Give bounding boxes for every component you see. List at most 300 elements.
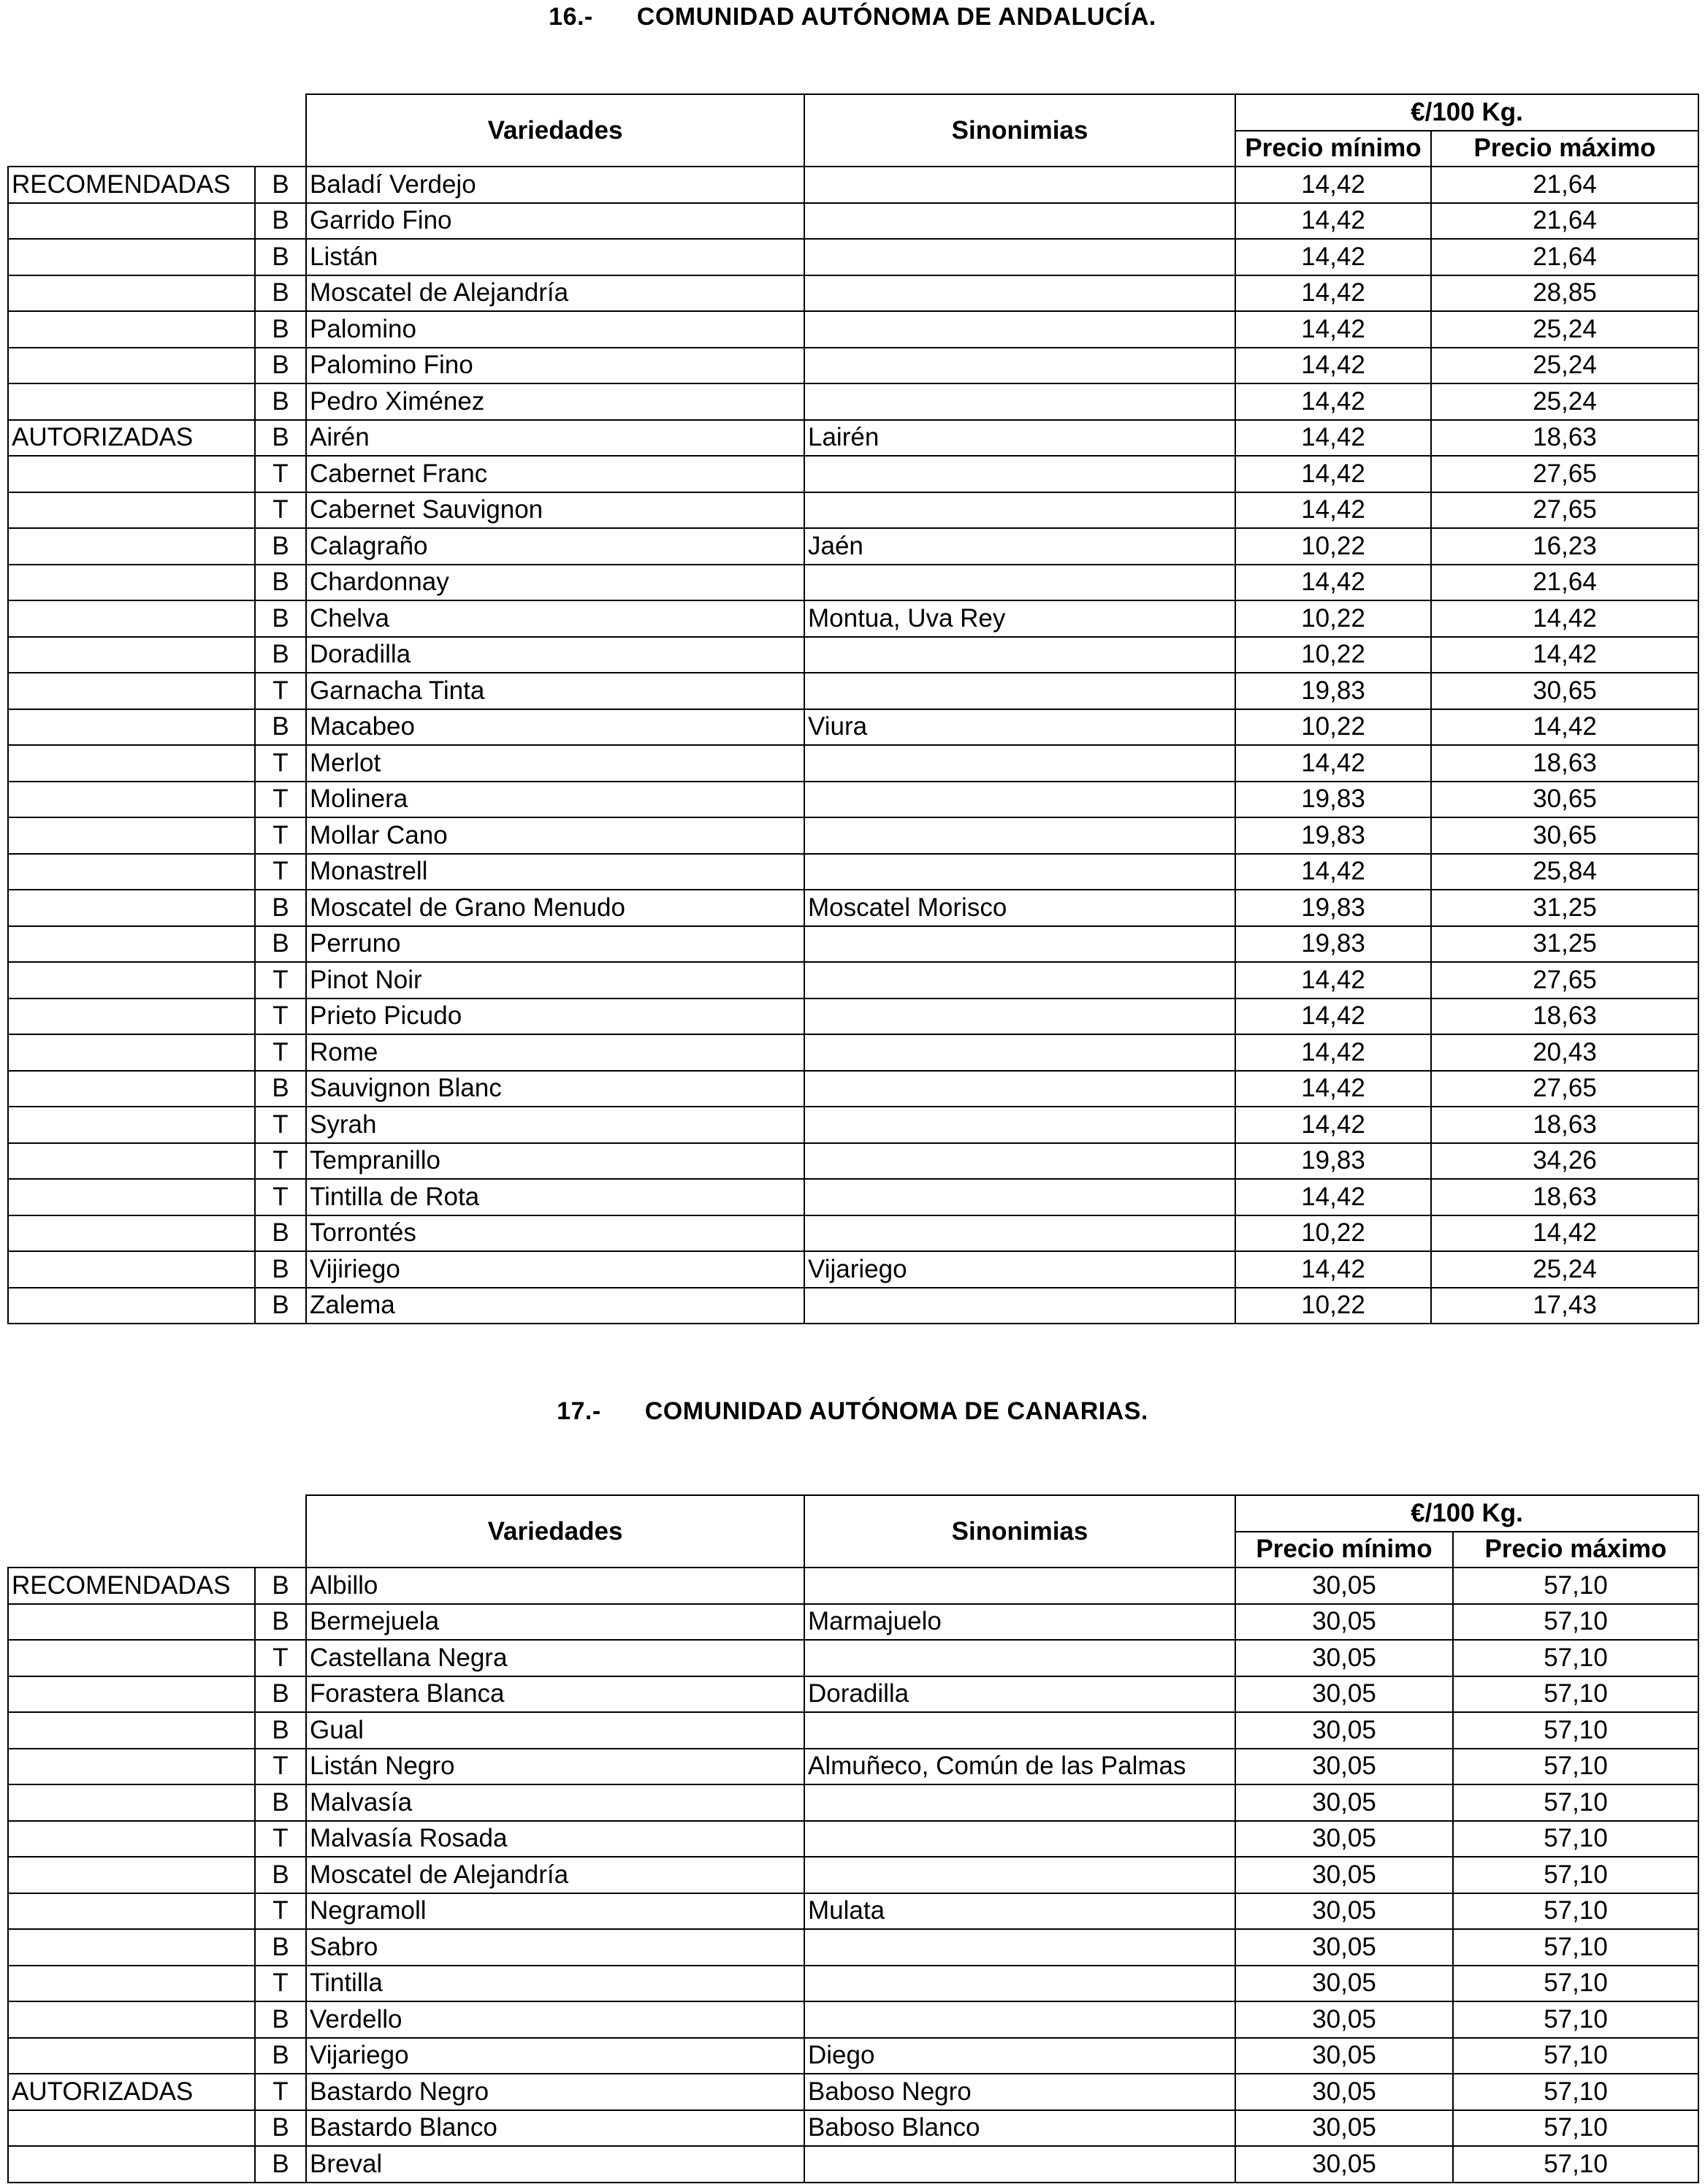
grape-color: B	[255, 1857, 306, 1893]
synonym	[804, 492, 1235, 529]
grape-color: B	[255, 1071, 306, 1107]
grape-color: T	[255, 999, 306, 1035]
grape-color: B	[255, 600, 306, 637]
min-price: 14,42	[1235, 1107, 1431, 1143]
table-row	[8, 2074, 1698, 2110]
min-price: 30,05	[1235, 1749, 1453, 1785]
synonym	[804, 999, 1235, 1035]
variety-name: Sauvignon Blanc	[306, 1071, 804, 1107]
min-price: 14,42	[1235, 383, 1431, 420]
table-row	[8, 1034, 1698, 1071]
header-unit: €/100 Kg.	[1235, 94, 1698, 131]
table-row	[8, 1107, 1698, 1143]
max-price: 27,65	[1431, 1071, 1698, 1107]
variety-name: Baladí Verdejo	[306, 167, 804, 203]
max-price: 30,65	[1431, 782, 1698, 818]
grape-color: T	[255, 1034, 306, 1071]
grape-color: T	[255, 1143, 306, 1180]
synonym: Jaén	[804, 528, 1235, 565]
synonym	[804, 1821, 1235, 1857]
grape-color: T	[255, 1893, 306, 1930]
table-row	[8, 383, 1698, 420]
table-row	[8, 1676, 1698, 1713]
table-row	[8, 1893, 1698, 1930]
header-varieties: Variedades	[306, 94, 804, 167]
category-label	[8, 1179, 255, 1215]
grape-color: B	[255, 2110, 306, 2147]
min-price: 19,83	[1235, 673, 1431, 709]
header-synonyms: Sinonimias	[804, 94, 1235, 167]
category-label	[8, 1288, 255, 1324]
category-label	[8, 1251, 255, 1288]
variety-name: Malvasía Rosada	[306, 1821, 804, 1857]
max-price: 25,24	[1431, 1251, 1698, 1288]
variety-name: Pedro Ximénez	[306, 383, 804, 420]
grape-color: T	[255, 456, 306, 492]
grape-color: B	[255, 1929, 306, 1966]
min-price: 19,83	[1235, 1143, 1431, 1180]
variety-name: Bastardo Blanco	[306, 2110, 804, 2147]
max-price: 27,65	[1431, 492, 1698, 529]
max-price: 31,25	[1431, 926, 1698, 963]
category-label	[8, 311, 255, 348]
table-row	[8, 2110, 1698, 2147]
max-price: 21,64	[1431, 203, 1698, 240]
variety-name: Negramoll	[306, 1893, 804, 1930]
header-spacer	[8, 94, 306, 167]
max-price: 14,42	[1431, 1215, 1698, 1252]
variety-name: Forastera Blanca	[306, 1676, 804, 1713]
category-label	[8, 2110, 255, 2147]
variety-name: Palomino Fino	[306, 348, 804, 384]
max-price: 28,85	[1431, 275, 1698, 312]
table-row	[8, 890, 1698, 926]
category-label	[8, 565, 255, 601]
synonym	[804, 1784, 1235, 1821]
max-price: 57,10	[1453, 1568, 1698, 1604]
synonym: Doradilla	[804, 1676, 1235, 1713]
synonym: Mulata	[804, 1893, 1235, 1930]
variety-name: Castellana Negra	[306, 1640, 804, 1676]
table-row	[8, 600, 1698, 637]
section-name: COMUNIDAD AUTÓNOMA DE ANDALUCÍA.	[636, 3, 1156, 31]
category-label	[8, 999, 255, 1035]
variety-name: Tintilla	[306, 1966, 804, 2002]
variety-name: Listán Negro	[306, 1749, 804, 1785]
table-row	[8, 782, 1698, 818]
variety-name: Tintilla de Rota	[306, 1179, 804, 1215]
synonym	[804, 1712, 1235, 1749]
category-label	[8, 600, 255, 637]
max-price: 18,63	[1431, 1107, 1698, 1143]
price-table-andalucia	[7, 93, 1699, 1324]
variety-name: Cabernet Sauvignon	[306, 492, 804, 529]
header-varieties: Variedades	[306, 1495, 804, 1568]
synonym	[804, 817, 1235, 854]
table-row	[8, 1568, 1698, 1604]
grape-color: B	[255, 348, 306, 384]
max-price: 30,65	[1431, 673, 1698, 709]
grape-color: T	[255, 962, 306, 999]
synonym: Diego	[804, 2038, 1235, 2074]
category-label	[8, 1857, 255, 1893]
min-price: 30,05	[1235, 1784, 1453, 1821]
category-label	[8, 1107, 255, 1143]
variety-name: Verdello	[306, 2001, 804, 2038]
synonym	[804, 456, 1235, 492]
synonym	[804, 2146, 1235, 2183]
max-price: 20,43	[1431, 1034, 1698, 1071]
min-price: 19,83	[1235, 890, 1431, 926]
category-label	[8, 456, 255, 492]
table-row	[8, 1215, 1698, 1252]
synonym	[804, 565, 1235, 601]
max-price: 17,43	[1431, 1288, 1698, 1324]
max-price: 57,10	[1453, 2038, 1698, 2074]
variety-name: Vijariego	[306, 2038, 804, 2074]
grape-color: B	[255, 528, 306, 565]
category-label	[8, 637, 255, 673]
max-price: 57,10	[1453, 1712, 1698, 1749]
category-label	[8, 1143, 255, 1180]
category-label	[8, 203, 255, 240]
grape-color: T	[255, 1179, 306, 1215]
table-row	[8, 1288, 1698, 1324]
category-label	[8, 2146, 255, 2183]
table-row	[8, 1784, 1698, 1821]
max-price: 21,64	[1431, 239, 1698, 275]
variety-name: Pinot Noir	[306, 962, 804, 999]
variety-name: Gual	[306, 1712, 804, 1749]
max-price: 14,42	[1431, 637, 1698, 673]
variety-name: Bermejuela	[306, 1604, 804, 1641]
min-price: 14,42	[1235, 348, 1431, 384]
table-row	[8, 926, 1698, 963]
synonym	[804, 1034, 1235, 1071]
category-label	[8, 492, 255, 529]
min-price: 10,22	[1235, 1288, 1431, 1324]
grape-color: B	[255, 637, 306, 673]
grape-color: B	[255, 203, 306, 240]
table-row	[8, 1749, 1698, 1785]
max-price: 18,63	[1431, 1179, 1698, 1215]
min-price: 14,42	[1235, 203, 1431, 240]
min-price: 10,22	[1235, 1215, 1431, 1252]
min-price: 10,22	[1235, 709, 1431, 746]
synonym	[804, 383, 1235, 420]
category-label	[8, 673, 255, 709]
max-price: 14,42	[1431, 709, 1698, 746]
variety-name: Monastrell	[306, 854, 804, 890]
grape-color: B	[255, 1568, 306, 1604]
category-label	[8, 1676, 255, 1713]
max-price: 57,10	[1453, 1893, 1698, 1930]
synonym	[804, 1288, 1235, 1324]
table-row	[8, 1821, 1698, 1857]
category-label	[8, 817, 255, 854]
grape-color: T	[255, 1966, 306, 2002]
table-row	[8, 1179, 1698, 1215]
min-price: 14,42	[1235, 492, 1431, 529]
grape-color: T	[255, 817, 306, 854]
variety-name: Calagraño	[306, 528, 804, 565]
variety-name: Zalema	[306, 1288, 804, 1324]
min-price: 14,42	[1235, 745, 1431, 782]
section-number: 17.-	[557, 1397, 601, 1425]
variety-name: Breval	[306, 2146, 804, 2183]
category-label	[8, 1784, 255, 1821]
min-price: 10,22	[1235, 637, 1431, 673]
synonym: Lairén	[804, 420, 1235, 457]
variety-name: Moscatel de Alejandría	[306, 1857, 804, 1893]
category-label: AUTORIZADAS	[8, 2074, 255, 2110]
min-price: 14,42	[1235, 1251, 1431, 1288]
min-price: 30,05	[1235, 2074, 1453, 2110]
synonym	[804, 203, 1235, 240]
synonym: Moscatel Morisco	[804, 890, 1235, 926]
table-row	[8, 962, 1698, 999]
max-price: 27,65	[1431, 962, 1698, 999]
table-row	[8, 565, 1698, 601]
table-row	[8, 2038, 1698, 2074]
synonym	[804, 2001, 1235, 2038]
variety-name: Palomino	[306, 311, 804, 348]
table-row	[8, 167, 1698, 203]
synonym	[804, 962, 1235, 999]
synonym: Baboso Negro	[804, 2074, 1235, 2110]
category-label	[8, 1929, 255, 1966]
max-price: 14,42	[1431, 600, 1698, 637]
max-price: 57,10	[1453, 1929, 1698, 1966]
synonym	[804, 1143, 1235, 1180]
header-min-price: Precio mínimo	[1235, 1532, 1453, 1568]
min-price: 30,05	[1235, 2001, 1453, 2038]
synonym	[804, 637, 1235, 673]
table-row	[8, 854, 1698, 890]
grape-color: T	[255, 673, 306, 709]
max-price: 57,10	[1453, 1821, 1698, 1857]
grape-color: B	[255, 926, 306, 963]
variety-name: Doradilla	[306, 637, 804, 673]
max-price: 25,24	[1431, 348, 1698, 384]
synonym	[804, 275, 1235, 312]
category-label	[8, 1893, 255, 1930]
grape-color: T	[255, 492, 306, 529]
variety-name: Moscatel de Grano Menudo	[306, 890, 804, 926]
synonym	[804, 673, 1235, 709]
max-price: 21,64	[1431, 167, 1698, 203]
section-title-canarias	[0, 1397, 1705, 1426]
min-price: 14,42	[1235, 167, 1431, 203]
section-name: COMUNIDAD AUTÓNOMA DE CANARIAS.	[644, 1397, 1148, 1425]
max-price: 27,65	[1431, 456, 1698, 492]
min-price: 19,83	[1235, 782, 1431, 818]
grape-color: B	[255, 1251, 306, 1288]
min-price: 14,42	[1235, 456, 1431, 492]
table-row	[8, 1857, 1698, 1893]
min-price: 19,83	[1235, 817, 1431, 854]
table-row	[8, 420, 1698, 457]
category-label	[8, 745, 255, 782]
synonym	[804, 1179, 1235, 1215]
synonym	[804, 782, 1235, 818]
grape-color: B	[255, 2146, 306, 2183]
section-number: 16.-	[549, 3, 593, 31]
min-price: 30,05	[1235, 2038, 1453, 2074]
variety-name: Macabeo	[306, 709, 804, 746]
category-label: RECOMENDADAS	[8, 167, 255, 203]
grape-color: B	[255, 239, 306, 275]
category-label	[8, 528, 255, 565]
table-row	[8, 528, 1698, 565]
grape-color: B	[255, 1784, 306, 1821]
max-price: 16,23	[1431, 528, 1698, 565]
table-row	[8, 673, 1698, 709]
header-spacer	[8, 1495, 306, 1568]
category-label	[8, 348, 255, 384]
synonym: Vijariego	[804, 1251, 1235, 1288]
table-row	[8, 203, 1698, 240]
grape-color: B	[255, 565, 306, 601]
category-label	[8, 962, 255, 999]
variety-name: Prieto Picudo	[306, 999, 804, 1035]
grape-color: T	[255, 1107, 306, 1143]
variety-name: Listán	[306, 239, 804, 275]
max-price: 57,10	[1453, 1784, 1698, 1821]
table-row	[8, 1071, 1698, 1107]
min-price: 30,05	[1235, 1929, 1453, 1966]
synonym	[804, 1215, 1235, 1252]
synonym: Baboso Blanco	[804, 2110, 1235, 2147]
synonym: Montua, Uva Rey	[804, 600, 1235, 637]
category-label	[8, 1749, 255, 1785]
header-min-price: Precio mínimo	[1235, 131, 1431, 167]
table-row	[8, 311, 1698, 348]
min-price: 30,05	[1235, 1568, 1453, 1604]
price-table-canarias	[7, 1494, 1699, 2183]
grape-color: B	[255, 1712, 306, 1749]
table-row	[8, 709, 1698, 746]
category-label	[8, 275, 255, 312]
table-row	[8, 2001, 1698, 2038]
category-label	[8, 1640, 255, 1676]
category-label	[8, 854, 255, 890]
variety-name: Airén	[306, 420, 804, 457]
variety-name: Tempranillo	[306, 1143, 804, 1180]
category-label	[8, 1821, 255, 1857]
variety-name: Torrontés	[306, 1215, 804, 1252]
min-price: 30,05	[1235, 1893, 1453, 1930]
synonym	[804, 745, 1235, 782]
grape-color: B	[255, 275, 306, 312]
table-row	[8, 999, 1698, 1035]
table-row	[8, 817, 1698, 854]
section-title-andalucia	[0, 3, 1705, 31]
min-price: 14,42	[1235, 962, 1431, 999]
category-label	[8, 2001, 255, 2038]
variety-name: Malvasía	[306, 1784, 804, 1821]
variety-name: Mollar Cano	[306, 817, 804, 854]
grape-color: B	[255, 709, 306, 746]
synonym	[804, 167, 1235, 203]
grape-color: B	[255, 311, 306, 348]
table-row	[8, 492, 1698, 529]
variety-name: Sabro	[306, 1929, 804, 1966]
category-label	[8, 1604, 255, 1641]
category-label: AUTORIZADAS	[8, 420, 255, 457]
table-row	[8, 637, 1698, 673]
synonym	[804, 1071, 1235, 1107]
grape-color: B	[255, 2038, 306, 2074]
variety-name: Albillo	[306, 1568, 804, 1604]
variety-name: Merlot	[306, 745, 804, 782]
min-price: 14,42	[1235, 1034, 1431, 1071]
variety-name: Garrido Fino	[306, 203, 804, 240]
min-price: 14,42	[1235, 275, 1431, 312]
synonym: Marmajuelo	[804, 1604, 1235, 1641]
category-label	[8, 1966, 255, 2002]
variety-name: Rome	[306, 1034, 804, 1071]
min-price: 14,42	[1235, 420, 1431, 457]
category-label	[8, 1034, 255, 1071]
min-price: 30,05	[1235, 2110, 1453, 2147]
table-row	[8, 2146, 1698, 2183]
max-price: 18,63	[1431, 999, 1698, 1035]
grape-color: B	[255, 1288, 306, 1324]
max-price: 57,10	[1453, 1966, 1698, 2002]
min-price: 14,42	[1235, 239, 1431, 275]
synonym	[804, 239, 1235, 275]
grape-color: T	[255, 1749, 306, 1785]
synonym	[804, 1857, 1235, 1893]
max-price: 57,10	[1453, 2146, 1698, 2183]
max-price: 25,24	[1431, 311, 1698, 348]
min-price: 14,42	[1235, 999, 1431, 1035]
table-row	[8, 239, 1698, 275]
grape-color: B	[255, 1676, 306, 1713]
category-label	[8, 383, 255, 420]
table-row	[8, 1966, 1698, 2002]
synonym	[804, 1568, 1235, 1604]
table-row	[8, 745, 1698, 782]
min-price: 30,05	[1235, 1821, 1453, 1857]
max-price: 34,26	[1431, 1143, 1698, 1180]
variety-name: Syrah	[306, 1107, 804, 1143]
min-price: 30,05	[1235, 1640, 1453, 1676]
max-price: 57,10	[1453, 2001, 1698, 2038]
variety-name: Cabernet Franc	[306, 456, 804, 492]
variety-name: Chardonnay	[306, 565, 804, 601]
max-price: 57,10	[1453, 1857, 1698, 1893]
grape-color: B	[255, 1215, 306, 1252]
min-price: 10,22	[1235, 528, 1431, 565]
table-row	[8, 1929, 1698, 1966]
table-row	[8, 1604, 1698, 1641]
min-price: 14,42	[1235, 854, 1431, 890]
header-synonyms: Sinonimias	[804, 1495, 1235, 1568]
variety-name: Moscatel de Alejandría	[306, 275, 804, 312]
variety-name: Molinera	[306, 782, 804, 818]
min-price: 30,05	[1235, 1676, 1453, 1713]
grape-color: T	[255, 745, 306, 782]
max-price: 18,63	[1431, 420, 1698, 457]
table-row	[8, 1712, 1698, 1749]
synonym	[804, 348, 1235, 384]
category-label	[8, 1071, 255, 1107]
header-max-price: Precio máximo	[1453, 1532, 1698, 1568]
category-label	[8, 239, 255, 275]
table-row	[8, 456, 1698, 492]
